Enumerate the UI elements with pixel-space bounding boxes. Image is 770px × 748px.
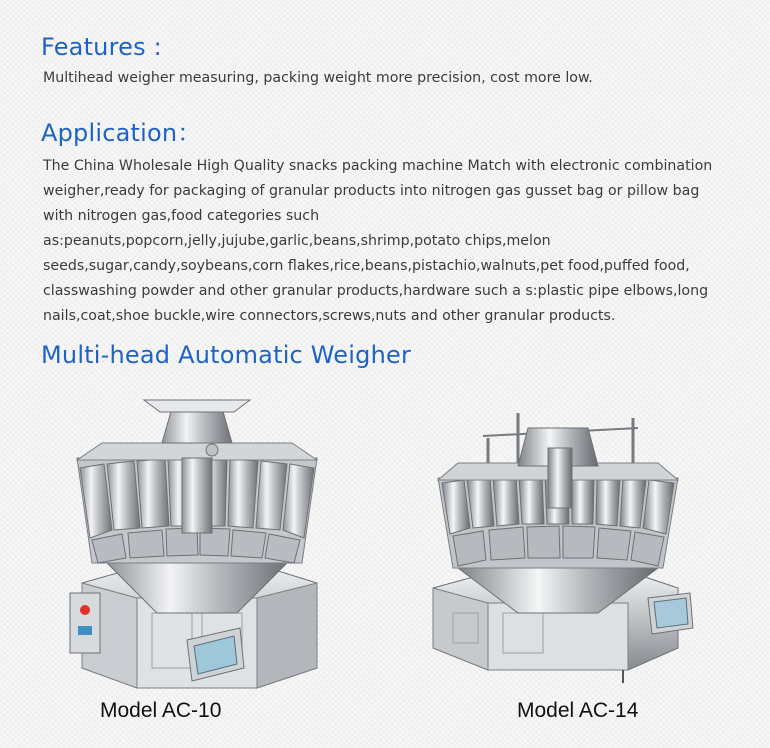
multihead-weigher-ac10-image bbox=[62, 398, 332, 692]
weigher-heading: Multi-head Automatic Weigher bbox=[41, 341, 412, 369]
application-text: The China Wholesale High Quality snacks packing machine Match with electronic combination weigher,ready for packaging of granular products into nitrogen gas gusset bag or pillow bag with nitrogen gas,food categories such as:peanuts,popcorn,jelly,jujube,garlic,beans,shrimp,potato chips,melon seeds,sugar,candy,soybeans,corn flakes,rice,beans,pistachio,walnuts,pet food,puffed food, classwashing powder and other granular products,hardware such a s:plastic pipe elbows,long nails,coat,shoe buckle,wire connectors,screws,nuts and other granular products. bbox=[43, 158, 713, 324]
multihead-weigher-ac14-image bbox=[428, 408, 698, 688]
features-text: Multihead weigher measuring, packing weight more precision, cost more low. bbox=[43, 70, 593, 86]
features-heading: Features : bbox=[41, 33, 162, 61]
model-ac10-caption: Model AC-10 bbox=[100, 699, 222, 722]
model-ac14-caption: Model AC-14 bbox=[517, 699, 639, 722]
application-heading: Application： bbox=[41, 119, 202, 147]
